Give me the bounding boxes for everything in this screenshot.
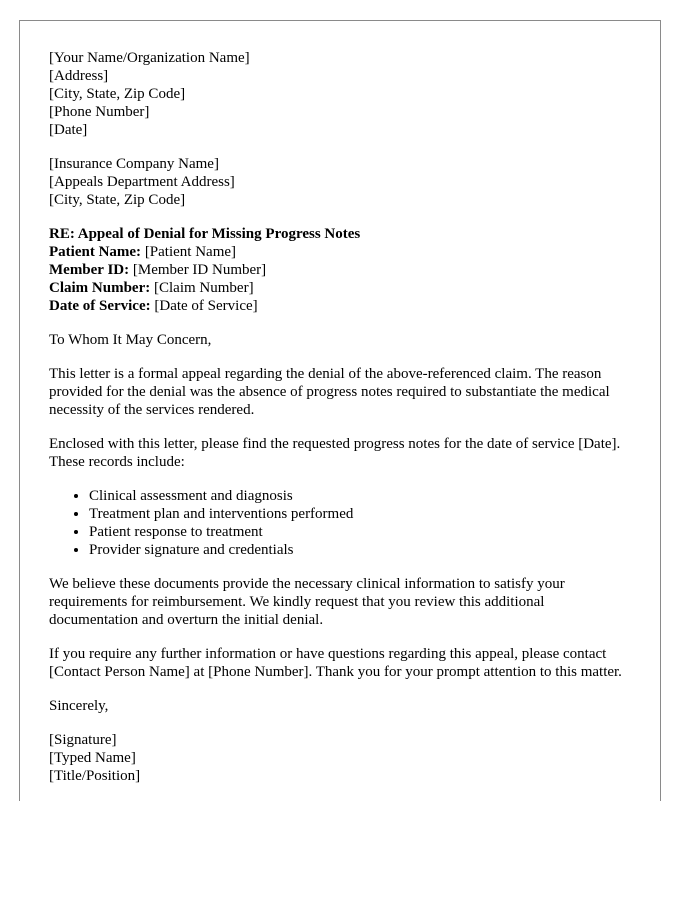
patient-name-line	[49, 243, 634, 261]
signature: [Signature]	[49, 732, 117, 748]
list-item: • Treatment plan and interventions performed	[89, 505, 634, 523]
closing: Sincerely,	[49, 698, 109, 714]
claim-number-line	[49, 279, 634, 297]
list-item: • Clinical assessment and diagnosis	[89, 487, 634, 505]
member-id-label: Member ID:	[49, 262, 130, 278]
date-of-service-line	[49, 297, 634, 315]
enclosure-list	[49, 487, 634, 559]
date-of-service-value: [Date of Service]	[150, 298, 258, 314]
body-paragraph-4: If you require any further information or have questions regarding this appeal, please contact [Contact Person Name] at [Phone Number]. Thank you for your prompt attention to this matter.	[49, 646, 622, 680]
sender-phone: [Phone Number]	[49, 104, 150, 120]
list-item: • Patient response to treatment	[89, 523, 634, 541]
member-id-value: [Member ID Number]	[129, 262, 267, 278]
sender-block	[49, 49, 634, 139]
title-position: [Title/Position]	[49, 768, 141, 784]
list-item: • Provider signature and credentials	[89, 541, 634, 559]
body-paragraph-2: Enclosed with this letter, please find the requested progress notes for the date of service [Date]. These records include:	[49, 436, 621, 470]
sender-city-state-zip: [City, State, Zip Code]	[49, 86, 186, 102]
subject-line	[49, 225, 634, 243]
typed-name: [Typed Name]	[49, 750, 136, 766]
patient-name-label: Patient Name:	[49, 244, 142, 260]
reference-block	[49, 225, 634, 315]
claim-number-value: [Claim Number]	[150, 280, 254, 296]
signature-block	[49, 731, 634, 785]
sender-name: [Your Name/Organization Name]	[49, 50, 250, 66]
letter-date: [Date]	[49, 122, 88, 138]
subject-text: RE: Appeal of Denial for Missing Progress Notes	[49, 226, 361, 242]
recipient-city-state-zip: [City, State, Zip Code]	[49, 192, 186, 208]
recipient-block	[49, 155, 634, 209]
sender-address: [Address]	[49, 68, 109, 84]
body-paragraph-3: We believe these documents provide the necessary clinical information to satisfy your requirements for reimbursement. We kindly request that you review this additional documentation and overturn the initial denial.	[49, 576, 565, 628]
date-of-service-label: Date of Service:	[49, 298, 151, 314]
patient-name-value: [Patient Name]	[141, 244, 237, 260]
salutation: To Whom It May Concern,	[49, 332, 212, 348]
recipient-address: [Appeals Department Address]	[49, 174, 235, 190]
body-paragraph-1: This letter is a formal appeal regarding the denial of the above-referenced claim. The reason provided for the denial was the absence of progress notes required to substantiate the medical necessity of the services rendered.	[49, 366, 610, 418]
letter-content	[49, 49, 634, 801]
member-id-line	[49, 261, 634, 279]
recipient-company: [Insurance Company Name]	[49, 156, 219, 172]
letter-page	[19, 20, 661, 801]
claim-number-label: Claim Number:	[49, 280, 151, 296]
